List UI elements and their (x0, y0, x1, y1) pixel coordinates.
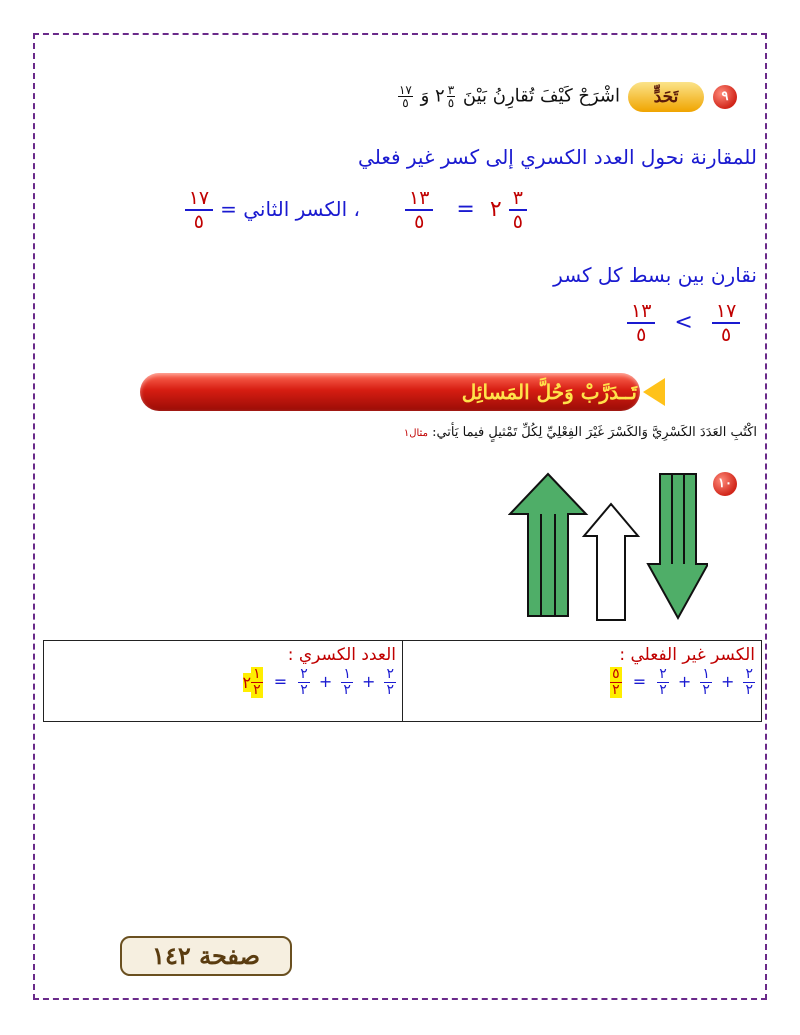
mixed-result-fraction: $\frac{١}{٢}$ (253, 666, 261, 698)
mixed-number-equation (50, 667, 396, 698)
instructions (404, 425, 757, 440)
arrow-up-green-icon (510, 474, 586, 616)
solution-line-1: للمقارنة نحول العدد الكسري إلى كسر غير فعلي (358, 145, 757, 169)
challenge-label: تَحَدٍّ (653, 87, 679, 107)
arrow-up-white-icon (584, 504, 638, 620)
improper-term-1: $\frac{٢}{٢}$ (659, 666, 667, 698)
mixed-term-1: $\frac{٢}{٢}$ (300, 666, 308, 698)
second-fraction-label: ، الكسر الثاني = (220, 197, 360, 221)
equation-result-fraction: $\frac{١٣}{٥}$ (405, 187, 433, 233)
challenge-and: وَ (420, 85, 430, 107)
improper-plus-1: + (677, 672, 692, 691)
comparison-operator: < (674, 310, 693, 335)
exercise-number: ١٠ (718, 476, 732, 491)
exercise-number-badge (713, 472, 737, 496)
comparison-left-fraction: $\frac{١٣}{٥}$ (627, 300, 655, 346)
equation-whole: ٢ (489, 197, 502, 222)
challenge-improper-fraction: ١٧ ٥ (398, 83, 412, 110)
improper-term-3: $\frac{٢}{٢}$ (745, 666, 753, 698)
mixed-term-3: $\frac{٢}{٢}$ (386, 666, 394, 698)
challenge-mixed-whole: ٢ (435, 85, 445, 107)
equation-mixed-to-improper (405, 187, 527, 233)
improper-equals: = (632, 672, 647, 691)
comparison-right-fraction: $\frac{١٧}{٥}$ (712, 300, 740, 346)
question-number: ٩ (721, 89, 729, 104)
page-number-box (120, 936, 292, 976)
mixed-result-whole: ٢ (242, 673, 252, 692)
mixed-plus-2: + (361, 672, 376, 691)
instructions-text: اكْتُبِ العَدَدَ الكَسْرِيَّ وَالكَسْرَ غَيْرَ الفِعْلِيِّ لِكُلِّ تَمْثيلٍ فيما يَأتي: (432, 425, 757, 440)
equation-mixed-fraction: $\frac{٣}{٥}$ (509, 187, 527, 233)
page-number-label: صفحة ١٤٢ (152, 941, 260, 970)
practice-banner-title: تَــدَرَّبْ وَحُلَّ المَسائِل (461, 380, 637, 404)
improper-term-2: $\frac{١}{٢}$ (702, 666, 710, 698)
challenge-mixed-fraction: ٣ ٥ (447, 83, 455, 110)
question-number-badge (713, 85, 737, 109)
mixed-equals: = (273, 672, 288, 691)
improper-plus-2: + (720, 672, 735, 691)
solution-line-2: نقارن بين بسط كل كسر (553, 263, 757, 287)
answer-cell-improper (403, 641, 762, 722)
challenge-label-badge (628, 82, 704, 112)
challenge-question-text: اشْرَحْ كَيْفَ تُقارِنُ بَيْنَ (462, 85, 620, 107)
improper-fraction-equation (409, 667, 755, 698)
improper-fraction-title: الكسر غير الفعلي : (619, 645, 755, 665)
answer-cell-mixed (44, 641, 403, 722)
challenge-question (396, 84, 620, 109)
equation-equals: = (456, 197, 475, 222)
instructions-example-tag: مثال١ (403, 428, 428, 439)
mixed-plus-1: + (318, 672, 333, 691)
equation-second-fraction (185, 187, 360, 233)
improper-result-fraction: $\frac{٥}{٢}$ (612, 666, 620, 698)
comparison (627, 300, 740, 346)
mixed-number-title: العدد الكسري : (287, 645, 396, 665)
arrow-down-green-icon (648, 474, 708, 618)
mixed-term-2: $\frac{١}{٢}$ (343, 666, 351, 698)
second-fraction: $\frac{١٧}{٥}$ (185, 187, 213, 233)
arrows-diagram (508, 470, 708, 622)
banner-arrow-icon (643, 378, 665, 406)
answer-table (43, 640, 762, 722)
